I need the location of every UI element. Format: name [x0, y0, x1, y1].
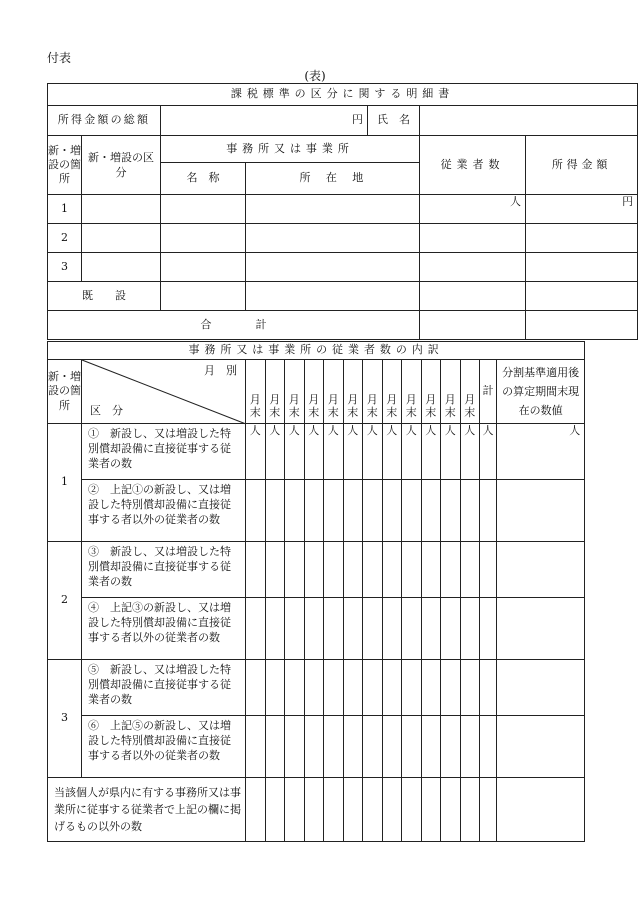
month-count-cell[interactable]: 人 — [363, 424, 383, 480]
division-item: ① 新設し、又は増設した特別償却設備に直接従事する従業者の数 — [82, 424, 246, 480]
tax-base-table — [47, 83, 638, 340]
office-name-cell[interactable] — [161, 195, 246, 224]
appendix-label: 付表 — [47, 51, 72, 65]
col-income: 所得金額 — [526, 136, 638, 195]
month-count-cell[interactable] — [246, 660, 266, 716]
month-count-cell[interactable]: 人 — [265, 424, 285, 480]
month-count-cell[interactable]: 人 — [402, 424, 422, 480]
month-count-cell[interactable] — [285, 716, 305, 778]
tax-base-title: 課税標準の区分に関する明細書 — [48, 84, 638, 106]
month-end-2: 月末 — [265, 360, 285, 424]
income-cell[interactable] — [526, 224, 638, 253]
month-count-cell[interactable] — [382, 716, 402, 778]
month-end-1: 月末 — [246, 360, 266, 424]
table-row — [48, 660, 585, 716]
col-office-name: 名 称 — [161, 163, 246, 195]
division-cell[interactable] — [82, 195, 161, 224]
division-item: ② 上記①の新設し、又は増設した特別償却設備に直接従事する者以外の従業者の数 — [82, 480, 246, 542]
month-count-cell[interactable] — [324, 778, 344, 842]
month-count-cell[interactable] — [363, 542, 383, 598]
month-count-cell[interactable] — [441, 480, 461, 542]
month-count-cell[interactable] — [363, 598, 383, 660]
month-count-cell[interactable] — [421, 716, 441, 778]
final-value-cell[interactable] — [497, 716, 585, 778]
month-count-cell[interactable] — [363, 480, 383, 542]
month-count-cell[interactable] — [285, 660, 305, 716]
col-office: 事務所又は事業所 — [161, 136, 420, 163]
month-count-cell[interactable] — [265, 542, 285, 598]
final-value-cell[interactable] — [497, 542, 585, 598]
sum-cell[interactable]: 人 — [480, 424, 497, 480]
last-column-header: 分割基準適用後の算定期間末現在の数値 — [497, 360, 585, 424]
month-count-cell[interactable] — [460, 598, 480, 660]
month-count-cell[interactable] — [246, 778, 266, 842]
month-count-cell[interactable] — [382, 660, 402, 716]
sum-label: 計 — [480, 360, 497, 424]
division-item: ⑥ 上記⑤の新設し、又は増設した特別償却設備に直接従事する者以外の従業者の数 — [82, 716, 246, 778]
total-label: 合 計 — [48, 311, 420, 340]
month-count-cell[interactable] — [343, 598, 363, 660]
month-end-10: 月末 — [421, 360, 441, 424]
month-count-cell[interactable] — [402, 660, 422, 716]
income-total-cell[interactable] — [526, 311, 638, 340]
month-count-cell[interactable] — [304, 542, 324, 598]
month-count-cell[interactable] — [421, 542, 441, 598]
table-row — [48, 195, 638, 224]
final-value-cell[interactable] — [497, 660, 585, 716]
month-count-cell[interactable] — [285, 598, 305, 660]
month-end-3: 月末 — [285, 360, 305, 424]
table-row — [48, 716, 585, 778]
month-count-cell[interactable] — [246, 598, 266, 660]
month-count-cell[interactable]: 人 — [285, 424, 305, 480]
month-count-cell[interactable] — [324, 660, 344, 716]
sum-cell[interactable] — [480, 598, 497, 660]
month-end-5: 月末 — [324, 360, 344, 424]
month-count-cell[interactable] — [441, 716, 461, 778]
month-end-11: 月末 — [441, 360, 461, 424]
income-cell[interactable] — [526, 282, 638, 311]
month-count-cell[interactable] — [246, 542, 266, 598]
month-count-cell[interactable] — [265, 598, 285, 660]
month-count-cell[interactable] — [460, 480, 480, 542]
office-name-cell[interactable] — [161, 282, 246, 311]
table-row — [48, 598, 585, 660]
month-count-cell[interactable] — [246, 716, 266, 778]
month-end-7: 月末 — [363, 360, 383, 424]
name-field[interactable] — [420, 106, 638, 136]
income-cell[interactable]: 円 — [526, 195, 638, 224]
month-count-cell[interactable] — [343, 480, 363, 542]
sum-cell[interactable] — [480, 480, 497, 542]
employee-breakdown-table — [47, 341, 585, 842]
site-number: 3 — [48, 660, 82, 778]
division-cell[interactable] — [82, 253, 161, 282]
table-row — [48, 542, 585, 598]
site-number: 2 — [48, 542, 82, 660]
month-count-cell[interactable]: 人 — [460, 424, 480, 480]
month-count-cell[interactable] — [441, 542, 461, 598]
month-count-cell[interactable] — [285, 480, 305, 542]
month-count-cell[interactable] — [382, 778, 402, 842]
month-count-cell[interactable] — [343, 778, 363, 842]
office-location-cell[interactable] — [246, 224, 420, 253]
month-count-cell[interactable] — [460, 716, 480, 778]
month-end-4: 月末 — [304, 360, 324, 424]
month-count-cell[interactable] — [402, 598, 422, 660]
employees-cell[interactable] — [420, 224, 526, 253]
month-count-cell[interactable] — [441, 660, 461, 716]
month-count-cell[interactable]: 人 — [441, 424, 461, 480]
month-count-cell[interactable] — [382, 598, 402, 660]
month-count-cell[interactable] — [304, 778, 324, 842]
sum-cell[interactable] — [480, 542, 497, 598]
col-office-location: 所 在 地 — [246, 163, 420, 195]
month-count-cell[interactable] — [285, 542, 305, 598]
month-count-cell[interactable] — [285, 778, 305, 842]
employees-cell[interactable] — [420, 282, 526, 311]
month-count-cell[interactable] — [363, 660, 383, 716]
month-count-cell[interactable] — [402, 480, 422, 542]
final-value-cell[interactable] — [497, 480, 585, 542]
office-location-cell[interactable] — [246, 282, 420, 311]
month-count-cell[interactable]: 人 — [246, 424, 266, 480]
division-item: ④ 上記③の新設し、又は増設した特別償却設備に直接従事する者以外の従業者の数 — [82, 598, 246, 660]
table-marker: (表) — [304, 69, 326, 83]
total-income-label: 所得金額の総額 — [48, 106, 161, 136]
table-row — [48, 253, 638, 282]
month-count-cell[interactable] — [324, 542, 344, 598]
division-cell[interactable] — [82, 224, 161, 253]
month-count-cell[interactable] — [265, 480, 285, 542]
month-count-cell[interactable] — [460, 660, 480, 716]
division-label: 区 分 — [90, 404, 123, 418]
sum-cell[interactable] — [480, 716, 497, 778]
month-label: 月 別 — [204, 364, 237, 377]
employees-total-cell[interactable] — [420, 311, 526, 340]
office-name-cell[interactable] — [161, 224, 246, 253]
office-name-cell[interactable] — [161, 253, 246, 282]
total-row — [48, 311, 638, 340]
month-count-cell[interactable] — [421, 660, 441, 716]
month-count-cell[interactable] — [265, 778, 285, 842]
final-value-cell[interactable] — [497, 778, 585, 842]
final-value-cell[interactable] — [497, 598, 585, 660]
month-count-cell[interactable] — [343, 716, 363, 778]
employee-breakdown-title: 事務所又は事業所の従業者数の内訳 — [48, 342, 585, 360]
row-number: 1 — [48, 195, 82, 224]
office-location-cell[interactable] — [246, 195, 420, 224]
month-count-cell[interactable] — [304, 716, 324, 778]
people-unit: 人 — [569, 424, 581, 437]
month-count-cell[interactable] — [363, 778, 383, 842]
month-count-cell[interactable] — [246, 480, 266, 542]
month-end-6: 月末 — [343, 360, 363, 424]
table-row — [48, 424, 585, 480]
sum-cell[interactable] — [480, 778, 497, 842]
office-location-cell[interactable] — [246, 253, 420, 282]
table-row — [48, 480, 585, 542]
month-count-cell[interactable] — [324, 716, 344, 778]
name-label: 氏 名 — [368, 106, 420, 136]
site-number: 1 — [48, 424, 82, 542]
month-count-cell[interactable] — [304, 660, 324, 716]
month-count-cell[interactable] — [460, 778, 480, 842]
col-new-division: 新・増設の区 分 — [82, 136, 161, 195]
month-count-cell[interactable] — [421, 778, 441, 842]
col-employees: 従業者数 — [420, 136, 526, 195]
month-count-cell[interactable] — [441, 598, 461, 660]
month-count-cell[interactable] — [304, 598, 324, 660]
month-end-12: 月末 — [460, 360, 480, 424]
month-count-cell[interactable]: 人 — [343, 424, 363, 480]
col-new-site: 新・増設の箇所 — [48, 136, 82, 195]
month-count-cell[interactable] — [265, 660, 285, 716]
month-end-8: 月末 — [382, 360, 402, 424]
month-count-cell[interactable] — [402, 716, 422, 778]
month-count-cell[interactable] — [402, 542, 422, 598]
month-count-cell[interactable]: 人 — [304, 424, 324, 480]
row-number: 3 — [48, 253, 82, 282]
month-count-cell[interactable]: 人 — [421, 424, 441, 480]
month-count-cell[interactable] — [343, 542, 363, 598]
other-employees-row — [48, 778, 585, 842]
table-row — [48, 224, 638, 253]
month-count-cell[interactable] — [402, 778, 422, 842]
month-count-cell[interactable] — [421, 598, 441, 660]
other-employees-label: 当該個人が県内に有する事務所又は事業所に従事する従業者で上記の欄に掲げるもの以外の数 — [48, 778, 246, 842]
month-count-cell[interactable]: 人 — [382, 424, 402, 480]
month-count-cell[interactable] — [265, 716, 285, 778]
month-count-cell[interactable]: 人 — [324, 424, 344, 480]
month-count-cell[interactable] — [421, 480, 441, 542]
month-count-cell[interactable] — [382, 480, 402, 542]
col-site: 新・増設の箇所 — [48, 360, 82, 424]
month-count-cell[interactable] — [460, 542, 480, 598]
employees-cell[interactable] — [420, 253, 526, 282]
existing-row — [48, 282, 638, 311]
month-count-cell[interactable] — [324, 598, 344, 660]
month-count-cell[interactable] — [324, 480, 344, 542]
month-count-cell[interactable] — [441, 778, 461, 842]
division-item: ③ 新設し、又は増設した特別償却設備に直接従事する従業者の数 — [82, 542, 246, 598]
sum-cell[interactable] — [480, 660, 497, 716]
division-item: ⑤ 新設し、又は増設した特別償却設備に直接従事する従業者の数 — [82, 660, 246, 716]
month-count-cell[interactable] — [382, 542, 402, 598]
month-count-cell[interactable] — [363, 716, 383, 778]
existing-label: 既 設 — [48, 282, 161, 311]
income-cell[interactable] — [526, 253, 638, 282]
month-count-cell[interactable] — [343, 660, 363, 716]
total-income-field[interactable]: 円 — [161, 106, 368, 136]
employees-cell[interactable]: 人 — [420, 195, 526, 224]
month-end-9: 月末 — [402, 360, 422, 424]
month-count-cell[interactable] — [304, 480, 324, 542]
month-division-header — [82, 360, 246, 424]
final-value-cell[interactable] — [497, 424, 585, 480]
row-number: 2 — [48, 224, 82, 253]
